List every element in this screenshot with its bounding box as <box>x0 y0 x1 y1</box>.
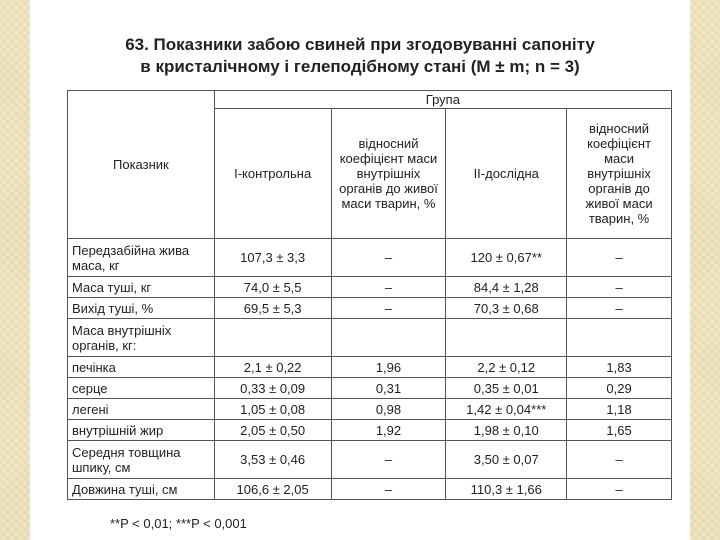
table-cell: 3,53 ± 0,46 <box>214 441 331 479</box>
title-line-1: 63. Показники забою свиней при згодовуванні сапоніту <box>125 35 595 54</box>
header-indicator: Показник <box>68 91 215 239</box>
table-cell: – <box>331 479 446 500</box>
table-cell: 2,1 ± 0,22 <box>214 357 331 378</box>
table-row <box>68 298 672 319</box>
table-row <box>68 399 672 420</box>
table-cell: 2,05 ± 0,50 <box>214 420 331 441</box>
table-cell: – <box>331 298 446 319</box>
header-control: I-контрольна <box>214 109 331 239</box>
table-cell: 1,92 <box>331 420 446 441</box>
row-label: Довжина туші, см <box>68 479 215 500</box>
table-cell: 0,33 ± 0,09 <box>214 378 331 399</box>
table-cell: – <box>567 479 672 500</box>
table-cell: 1,98 ± 0,10 <box>446 420 567 441</box>
table-row <box>68 378 672 399</box>
table-cell <box>331 319 446 357</box>
row-label: легені <box>68 399 215 420</box>
row-label: печінка <box>68 357 215 378</box>
table-cell: – <box>567 298 672 319</box>
table-cell: 84,4 ± 1,28 <box>446 277 567 298</box>
table-row <box>68 357 672 378</box>
header-rel-coef-1: відносний коефіцієнт маси внутрішніх органів до живої маси тварин, % <box>331 109 446 239</box>
table-title <box>30 34 690 78</box>
table-cell: 120 ± 0,67** <box>446 239 567 277</box>
table-cell: – <box>331 239 446 277</box>
table-cell: 1,65 <box>567 420 672 441</box>
table-cell: 0,98 <box>331 399 446 420</box>
table-cell: 70,3 ± 0,68 <box>446 298 567 319</box>
slide-page <box>30 0 690 540</box>
table-cell: – <box>331 441 446 479</box>
table-cell: – <box>567 277 672 298</box>
table-cell: 1,42 ± 0,04*** <box>446 399 567 420</box>
header-row-1 <box>68 91 672 109</box>
row-label: внутрішній жир <box>68 420 215 441</box>
row-label: серце <box>68 378 215 399</box>
row-label: Маса туші, кг <box>68 277 215 298</box>
table-cell: 1,96 <box>331 357 446 378</box>
table-cell: 0,31 <box>331 378 446 399</box>
table-cell: 0,35 ± 0,01 <box>446 378 567 399</box>
table-row <box>68 239 672 277</box>
table-cell: 69,5 ± 5,3 <box>214 298 331 319</box>
table-row <box>68 420 672 441</box>
header-group: Група <box>214 91 671 109</box>
table-cell: – <box>331 277 446 298</box>
table-cell: – <box>567 441 672 479</box>
row-label: Середня товщина шпику, см <box>68 441 215 479</box>
table-cell: – <box>567 239 672 277</box>
table-cell: 106,6 ± 2,05 <box>214 479 331 500</box>
table-cell: 0,29 <box>567 378 672 399</box>
table-cell: 1,18 <box>567 399 672 420</box>
row-label: Передзабійна жива маса, кг <box>68 239 215 277</box>
table-body <box>68 239 672 500</box>
table-cell <box>446 319 567 357</box>
table-row <box>68 319 672 357</box>
footnote: **P < 0,01; ***P < 0,001 <box>110 516 247 531</box>
table-cell: 1,05 ± 0,08 <box>214 399 331 420</box>
table-row <box>68 441 672 479</box>
row-label: Маса внутрішніх органів, кг: <box>68 319 215 357</box>
table-cell: 3,50 ± 0,07 <box>446 441 567 479</box>
table-cell: 1,83 <box>567 357 672 378</box>
table-cell: 110,3 ± 1,66 <box>446 479 567 500</box>
table-row <box>68 479 672 500</box>
table-cell: 2,2 ± 0,12 <box>446 357 567 378</box>
title-line-2: в кристалічному і гелеподібному стані (M ± m; n = 3) <box>140 57 580 76</box>
table-cell <box>567 319 672 357</box>
table-row <box>68 277 672 298</box>
table-cell <box>214 319 331 357</box>
header-rel-coef-2: відносний коефіцієнт маси внутрішніх органів до живої маси тварин, % <box>567 109 672 239</box>
row-label: Вихід туші, % <box>68 298 215 319</box>
header-experimental: II-дослідна <box>446 109 567 239</box>
slaughter-table <box>67 90 672 500</box>
table-cell: 74,0 ± 5,5 <box>214 277 331 298</box>
table-cell: 107,3 ± 3,3 <box>214 239 331 277</box>
